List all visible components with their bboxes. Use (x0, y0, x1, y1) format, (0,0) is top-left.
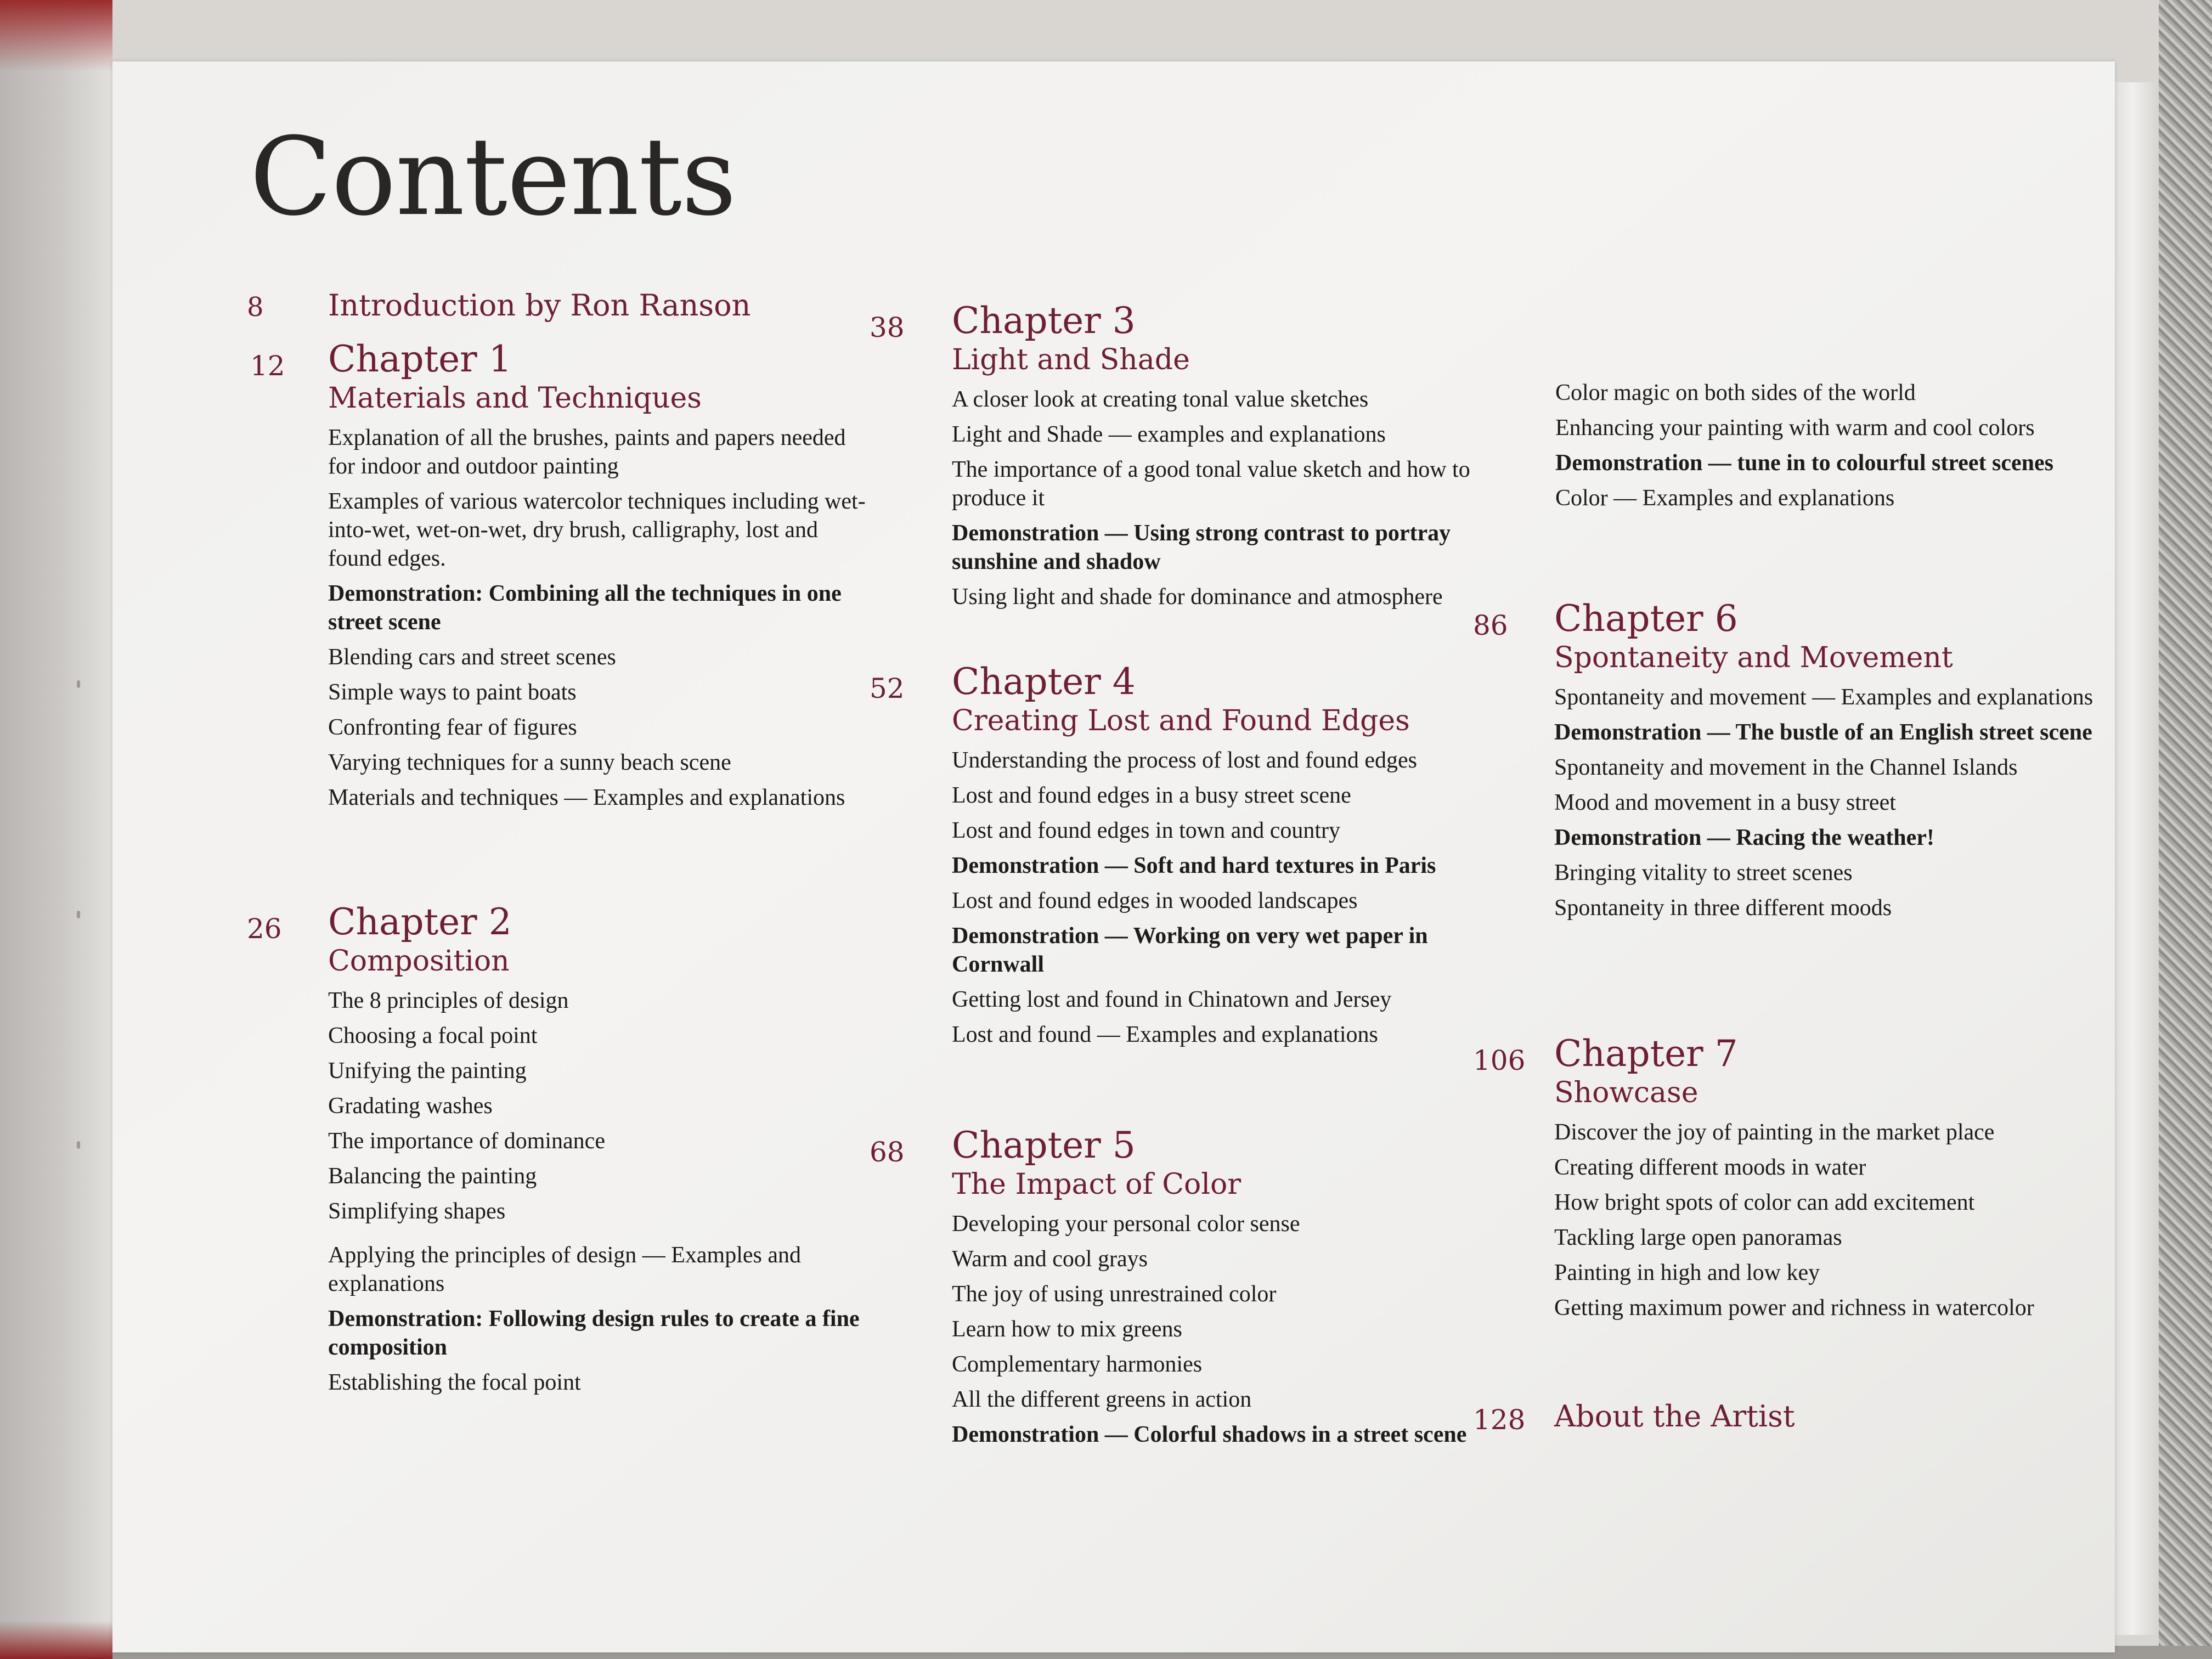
list-item: Demonstration — Soft and hard textures in Paris (952, 853, 1436, 878)
list-item: Demonstration — Racing the weather! (1554, 825, 1934, 850)
list-item: Lost and found edges in wooded landscapes (952, 888, 1358, 913)
list-item: The 8 principles of design (328, 988, 569, 1013)
list-item: Lost and found edges in a busy street scene (952, 783, 1351, 808)
chapter-heading: Chapter 3 (952, 300, 1136, 342)
chapter-subtitle: Light and Shade (952, 343, 1190, 376)
list-item: Explanation of all the brushes, paints and papers needed for indoor and outdoor painting (328, 425, 846, 479)
list-item: Demonstration — tune in to colourful street scenes (1555, 450, 2053, 476)
entry-title: About the Artist (1554, 1399, 1795, 1434)
list-item: How bright spots of color can add excitement (1554, 1190, 1975, 1215)
chapter-subtitle: Showcase (1554, 1076, 1699, 1109)
list-item: Painting in high and low key (1554, 1260, 1820, 1285)
list-item: Spontaneity and movement in the Channel Islands (1554, 755, 2018, 780)
page-number: 52 (870, 673, 905, 704)
chapter-heading: Chapter 4 (952, 661, 1136, 703)
list-item: The importance of dominance (328, 1128, 605, 1154)
list-item: A closer look at creating tonal value sketches (952, 387, 1369, 412)
list-item: Color — Examples and explanations (1555, 486, 1895, 511)
list-item: Balancing the painting (328, 1164, 537, 1189)
list-item: Complementary harmonies (952, 1352, 1203, 1377)
chapter-items (1554, 1118, 2103, 1322)
list-item: Light and Shade — examples and explanations (952, 422, 1386, 447)
chapter-heading: Chapter 1 (328, 338, 512, 380)
list-item: Learn how to mix greens (952, 1317, 1182, 1342)
list-item: Examples of various watercolor techniques including wet-into-wet, wet-on-wet, dry brush, calligraphy, lost and found edges. (328, 489, 866, 571)
list-item: Simple ways to paint boats (328, 680, 577, 705)
chapter-subtitle: The Impact of Color (952, 1168, 1242, 1201)
chapter-subtitle: Spontaneity and Movement (1554, 641, 1953, 674)
chapter-items (952, 746, 1500, 1049)
list-item: Creating different moods in water (1554, 1155, 1866, 1180)
chapter-heading: Chapter 7 (1554, 1032, 1738, 1075)
list-item: Blending cars and street scenes (328, 645, 616, 670)
page-number: 12 (250, 350, 285, 382)
list-item: Enhancing your painting with warm and cool colors (1555, 415, 2035, 441)
list-item: Demonstration — Colorful shadows in a street scene (952, 1422, 1467, 1447)
list-item: The joy of using unrestrained color (952, 1282, 1277, 1307)
toc-entry-chapter-5-continued (1555, 379, 2104, 519)
list-item: Unifying the painting (328, 1058, 527, 1084)
list-item: Varying techniques for a sunny beach scene (328, 750, 731, 775)
list-item: All the different greens in action (952, 1387, 1252, 1412)
binding-stitch (77, 911, 80, 918)
list-item: Warm and cool grays (952, 1246, 1148, 1272)
list-item: Demonstration: Following design rules to create a fine composition (328, 1306, 860, 1360)
chapter-heading: Chapter 5 (952, 1124, 1136, 1166)
entry-title: Introduction by Ron Ranson (328, 288, 751, 323)
book-gutter (0, 0, 112, 1659)
list-item: Materials and techniques — Examples and explanations (328, 785, 845, 810)
cover-edge-top (0, 0, 112, 71)
list-item: Confronting fear of figures (328, 715, 577, 740)
chapter-heading: Chapter 2 (328, 901, 512, 943)
list-item: Bringing vitality to street scenes (1554, 860, 1853, 885)
list-item: Getting lost and found in Chinatown and Jersey (952, 987, 1392, 1012)
list-item: Color magic on both sides of the world (1555, 380, 1916, 405)
binding-stitch (77, 1141, 80, 1149)
list-item: Spontaneity and movement — Examples and explanations (1554, 685, 2094, 710)
chapter-items (952, 385, 1500, 611)
page-number: 106 (1473, 1045, 1526, 1076)
list-item: Demonstration — Using strong contrast to portray sunshine and shadow (952, 521, 1451, 574)
page-edges (2115, 82, 2159, 1635)
chapter-items (328, 424, 877, 812)
page-number: 128 (1473, 1404, 1526, 1436)
list-item: Developing your personal color sense (952, 1211, 1300, 1237)
chapter-items (1554, 683, 2103, 922)
list-item: Tackling large open panoramas (1554, 1225, 1842, 1250)
list-item: Demonstration: Combining all the techniques in one street scene (328, 581, 842, 635)
list-item: Understanding the process of lost and found edges (952, 748, 1417, 773)
page-title: Contents (250, 115, 736, 240)
list-item: Lost and found edges in town and country (952, 818, 1341, 843)
chapter-subtitle: Composition (328, 945, 510, 978)
chapter-subtitle: Creating Lost and Found Edges (952, 704, 1410, 737)
page-number: 86 (1473, 610, 1508, 641)
list-item: Demonstration — The bustle of an English street scene (1554, 720, 2092, 745)
chapter-heading: Chapter 6 (1554, 597, 1738, 640)
chapter-subtitle: Materials and Techniques (328, 382, 702, 415)
chapter-items (1555, 379, 2104, 512)
list-item: Using light and shade for dominance and atmosphere (952, 584, 1443, 610)
page-number: 26 (247, 913, 282, 945)
page-number: 8 (247, 292, 264, 323)
page-number: 68 (870, 1136, 905, 1168)
list-item: Establishing the focal point (328, 1370, 581, 1395)
list-item: The importance of a good tonal value sketch and how to produce it (952, 457, 1470, 511)
binding-stitch (77, 680, 80, 688)
list-item: Lost and found — Examples and explanations (952, 1022, 1378, 1047)
list-item: Discover the joy of painting in the market place (1554, 1120, 1995, 1145)
table-surface (2159, 0, 2212, 1659)
list-item: Spontaneity in three different moods (1554, 895, 1892, 921)
page-number: 38 (870, 312, 905, 343)
list-item: Getting maximum power and richness in watercolor (1554, 1295, 2034, 1321)
list-item: Gradating washes (328, 1093, 493, 1119)
list-item: Demonstration — Working on very wet paper in Cornwall (952, 923, 1428, 977)
list-item: Applying the principles of design — Examples and explanations (328, 1243, 802, 1296)
list-item: Choosing a focal point (328, 1023, 538, 1048)
chapter-items (328, 986, 877, 1397)
chapter-items (952, 1210, 1500, 1449)
list-item: Simplifying shapes (328, 1199, 506, 1224)
list-item: Mood and movement in a busy street (1554, 790, 1896, 815)
